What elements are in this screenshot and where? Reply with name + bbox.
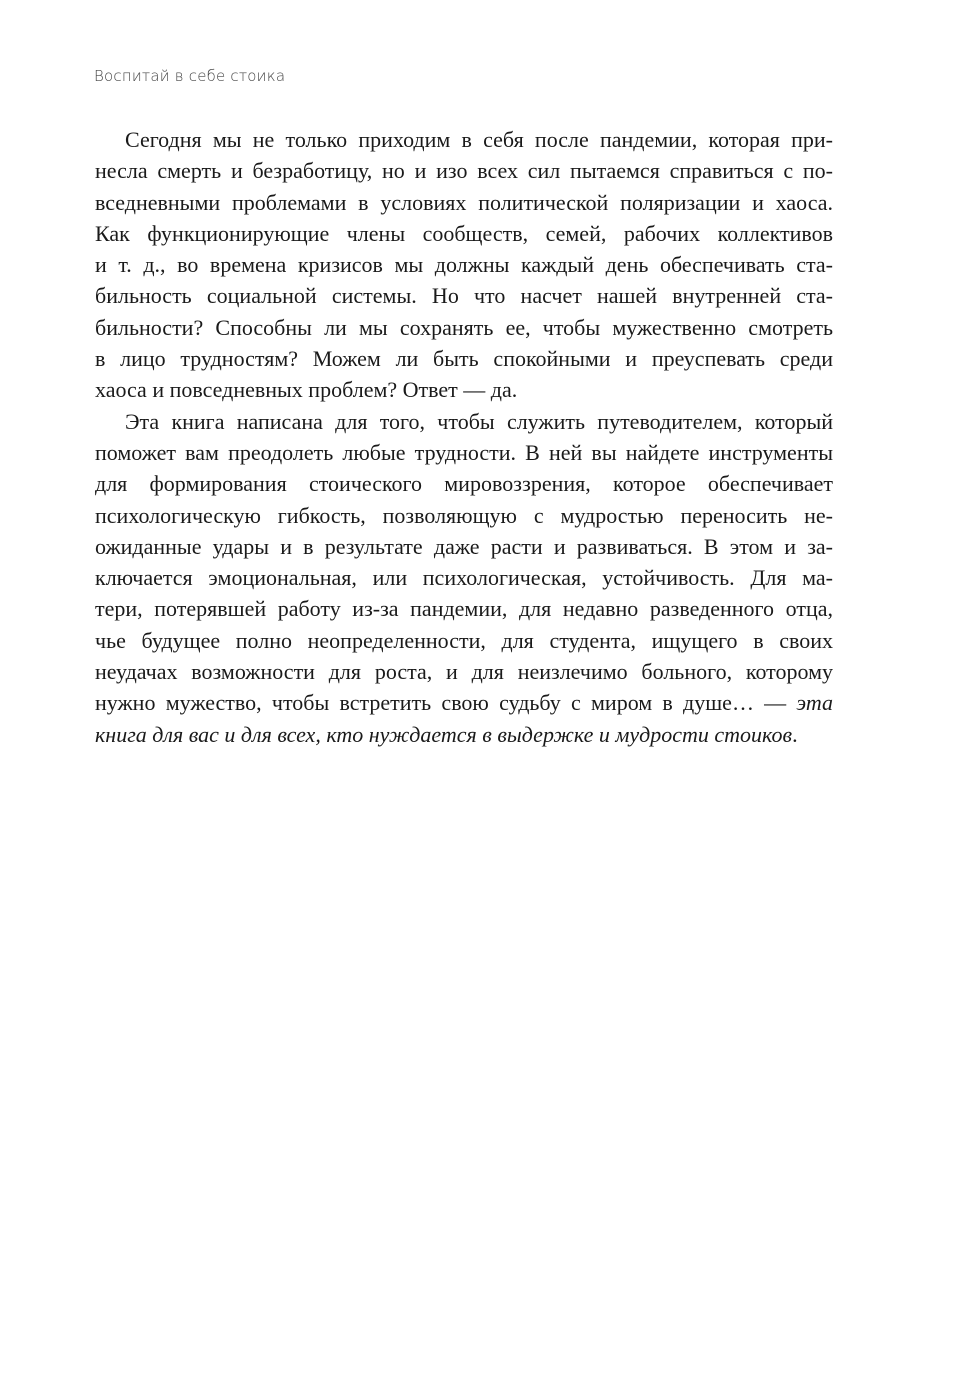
text-line: несла смерть и безработицу, но и изо всех сил пытаемся справиться с по- (95, 158, 833, 184)
text-line: бильность социальной системы. Но что насчет нашей внутренней ста- (95, 283, 833, 309)
body-text (95, 124, 833, 750)
text-line: Сегодня мы не только приходим в себя после пандемии, которая при- (125, 127, 833, 152)
text-line: психологическую гибкость, позволяющую с мудростью переносить не- (95, 502, 833, 528)
text-line: ключается эмоциональная, или психологическая, устойчивость. Для ма- (95, 565, 833, 591)
text-line: чье будущее полно неопределенности, для студента, ищущего в своих (95, 627, 833, 653)
text-line-regular: нужно мужество, чтобы встретить свою судьбу с миром в душе… — (95, 690, 797, 716)
text-line: и т. д., во времена кризисов мы должны каждый день обеспечивать ста- (95, 252, 833, 278)
text-line: бильности? Способны ли мы сохранять ее, чтобы мужественно смотреть (95, 314, 833, 340)
text-line-italic: книга для вас и для всех, кто нуждается в выдержке и мудрости стоиков (95, 721, 793, 747)
text-line: тери, потерявшей работу из-за пандемии, для недавно разведенного отца, (95, 596, 833, 622)
text-line: поможет вам преодолеть любые трудности. В ней вы найдете инструменты (95, 439, 833, 465)
text-line: вседневными проблемами в условиях политической поляризации и хаоса. (95, 189, 833, 215)
text-line: для формирования стоического мировоззрения, которое обеспечивает (95, 471, 833, 497)
text-line: Как функционирующие члены сообществ, семей, рабочих коллективов (95, 220, 833, 246)
text-line-italic: эта (796, 690, 833, 716)
text-line: Эта книга написана для того, чтобы служить путеводителем, который (125, 408, 833, 434)
text-line (95, 719, 833, 750)
running-header: Воспитай в себе стоика (94, 67, 286, 85)
paragraph-1 (95, 124, 833, 406)
text-line (95, 687, 833, 718)
text-line-end: . (792, 721, 798, 747)
text-line: неудачах возможности для роста, и для неизлечимо больного, которому (95, 659, 833, 685)
text-line: хаоса и повседневных проблем? Ответ — да. (95, 377, 518, 403)
paragraph-2 (95, 406, 833, 750)
text-line: ожиданные удары и в результате даже расти и развиваться. В этом и за- (95, 533, 833, 559)
text-line: в лицо трудностям? Можем ли быть спокойными и преуспевать среди (95, 346, 833, 372)
